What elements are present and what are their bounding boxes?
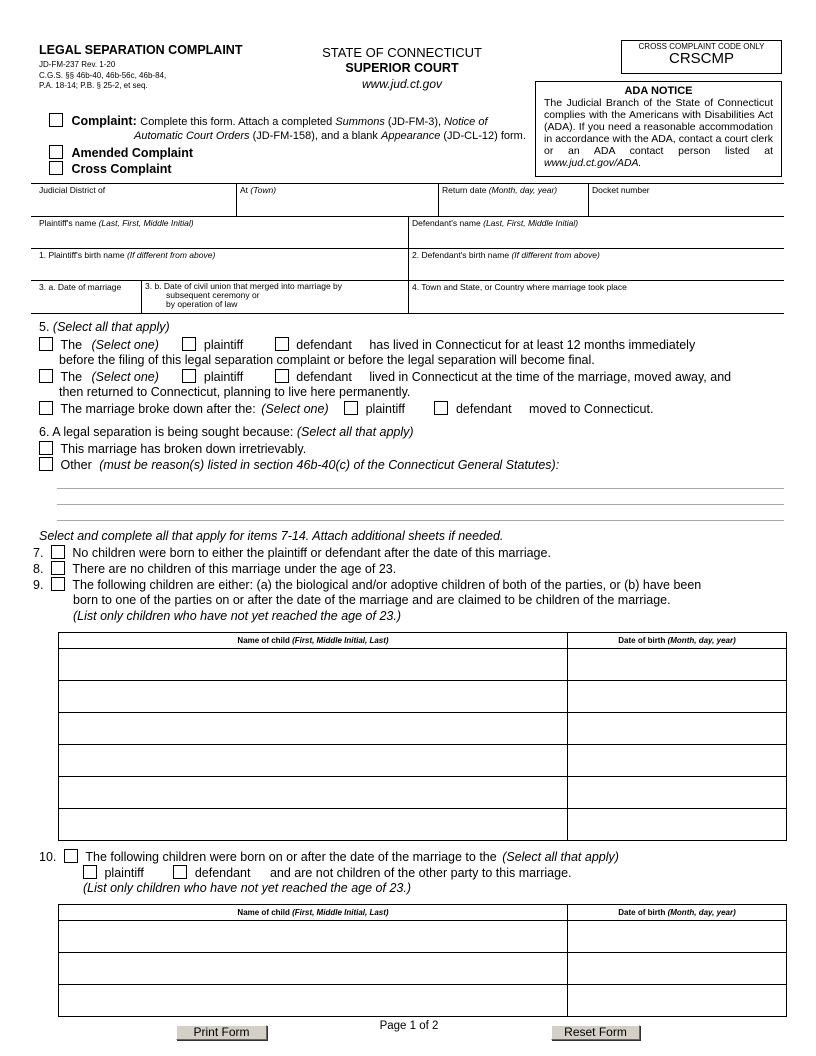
state-name: STATE OF CONNECTICUT [322, 45, 482, 60]
print-form-button[interactable]: Print Form [176, 1025, 267, 1040]
s5a-plaintiff-checkbox[interactable] [182, 337, 196, 351]
table-row [59, 713, 787, 745]
items-instructions: Select and complete all that apply for items 7-14. Attach additional sheets if needed. [39, 529, 504, 543]
return-date-field[interactable]: Return date (Month, day, year) [442, 185, 558, 195]
s6-other-line-2[interactable] [57, 504, 784, 505]
s9-line2: born to one of the parties on or after the date of the marriage and are claimed to be children of the marriage. [73, 593, 671, 607]
ada-link[interactable]: www.jud.ct.gov/ADA. [544, 157, 642, 169]
cross-code-label: CROSS COMPLAINT CODE ONLY [638, 42, 765, 51]
child-dob-cell[interactable] [568, 953, 787, 985]
s10-checkbox[interactable] [64, 849, 78, 863]
grid-v1 [236, 183, 237, 216]
s5c-checkbox[interactable] [39, 401, 53, 415]
complaint-instructions: Complete this form. Attach a completed Summons (JD-FM-3), Notice of [140, 116, 488, 128]
child-name-cell[interactable] [59, 777, 568, 809]
s8-row: 8. There are no children of this marriage under the age of 23. [33, 562, 397, 576]
children-table-1 [58, 632, 787, 841]
s5c-defendant-checkbox[interactable] [434, 401, 448, 415]
cross-code-value: CRSCMP [668, 50, 734, 67]
child-dob-cell[interactable] [568, 745, 787, 777]
child-name-cell[interactable] [59, 649, 568, 681]
cross-checkbox[interactable] [49, 161, 63, 175]
s10-row: 10. The following children were born on or after the date of the marriage to the (Select all that apply) [39, 850, 619, 864]
table-row [59, 953, 787, 985]
table-row [59, 777, 787, 809]
grid-v5 [141, 280, 142, 313]
ada-body: The Judicial Branch of the State of Connecticut complies with the Americans with Disabilities Act (ADA). If you need a reasonable accommodation in accordance with the ADA, contact a court clerk or an ADA contact person listed at www.jud.ct.gov/ADA. [544, 97, 773, 169]
table-row [59, 649, 787, 681]
civil-union-date-field[interactable]: 3. b. Date of civil union that merged into marriage by subsequent ceremony or by operation of law [145, 281, 343, 309]
town-field[interactable]: At (Town) [240, 185, 277, 195]
s5-option-a-line2: before the filing of this legal separation complaint or before the legal separation will become final. [59, 353, 595, 367]
s5-option-c: The marriage broke down after the: (Select one) plaintiff defendant moved to Connecticut. [39, 401, 653, 416]
defendant-name-field[interactable]: Defendant's name (Last, First, Middle Initial) [412, 218, 579, 228]
page-number: Page 1 of 2 [379, 1020, 439, 1032]
amended-checkbox[interactable] [49, 145, 63, 159]
complaint-label: Complaint: [71, 114, 137, 128]
grid-top-line [31, 183, 784, 184]
s5a-defendant-checkbox[interactable] [275, 337, 289, 351]
amended-row [49, 145, 193, 160]
statutes-line1: C.G.S. §§ 46b-40, 46b-56c, 46b-84, [39, 71, 167, 80]
s5b-checkbox[interactable] [39, 369, 53, 383]
child-name-cell[interactable] [59, 809, 568, 841]
s5a-checkbox[interactable] [39, 337, 53, 351]
docket-number-field[interactable]: Docket number [592, 185, 650, 195]
s6-other-line-3[interactable] [57, 520, 784, 521]
s5-option-a: The (Select one) plaintiff defendant has lived in Connecticut for at least 12 months immediately [39, 337, 695, 352]
date-of-marriage-field[interactable]: 3. a. Date of marriage [39, 282, 122, 292]
ada-notice [535, 81, 782, 177]
s10-defendant-checkbox[interactable] [173, 865, 187, 879]
s6-title: 6. A legal separation is being sought because: (Select all that apply) [39, 425, 414, 439]
s6-option-2: Other (must be reason(s) listed in section 46b-40(c) of the Connecticut General Statutes): [39, 457, 559, 472]
website: www.jud.ct.gov [361, 77, 443, 91]
table-row [59, 809, 787, 841]
s7-row: 7. No children were born to either the plaintiff or defendant after the date of this marriage. [33, 546, 551, 560]
s9-line3: (List only children who have not yet reached the age of 23.) [73, 609, 401, 623]
defendant-birth-name-field[interactable]: 2. Defendant's birth name (If different from above) [412, 250, 600, 260]
s9-row: 9. The following children are either: (a) the biological and/or adoptive children of both of the parties, or (b) have been [33, 578, 702, 592]
court-name: SUPERIOR COURT [345, 61, 459, 75]
grid-v3 [588, 183, 589, 216]
grid-v4 [408, 216, 409, 313]
child-name-cell[interactable] [59, 681, 568, 713]
s6-other-line-1[interactable] [57, 488, 784, 489]
children-table-2 [58, 904, 787, 1017]
s6-other-checkbox[interactable] [39, 457, 53, 471]
child-dob-cell[interactable] [568, 985, 787, 1017]
form-id: JD-FM-237 Rev. 1-20 [39, 60, 116, 69]
plaintiff-birth-name-field[interactable]: 1. Plaintiff's birth name (If different from above) [39, 250, 216, 260]
table-row [59, 985, 787, 1017]
child-name-cell[interactable] [59, 953, 568, 985]
dob-col-header: Date of birth (Month, day, year) [568, 905, 787, 921]
ada-title: ADA NOTICE [624, 85, 693, 97]
table-row [59, 921, 787, 953]
cross-label: Cross Complaint [71, 162, 172, 176]
s6-irretrievable-checkbox[interactable] [39, 441, 53, 455]
s6-option-1: This marriage has broken down irretrievably. [39, 441, 306, 456]
child-dob-cell[interactable] [568, 777, 787, 809]
form-title: LEGAL SEPARATION COMPLAINT [39, 43, 243, 57]
s9-checkbox[interactable] [51, 577, 65, 591]
place-of-marriage-field[interactable]: 4. Town and State, or Country where marriage took place [412, 282, 627, 292]
table-row [59, 681, 787, 713]
reset-form-button[interactable]: Reset Form [551, 1025, 640, 1040]
s5b-defendant-checkbox[interactable] [275, 369, 289, 383]
complaint-checkbox[interactable] [49, 113, 63, 127]
child-dob-cell[interactable] [568, 681, 787, 713]
grid-v2 [438, 183, 439, 216]
s5c-plaintiff-checkbox[interactable] [344, 401, 358, 415]
dob-col-header: Date of birth (Month, day, year) [568, 633, 787, 649]
child-dob-cell[interactable] [568, 713, 787, 745]
s7-checkbox[interactable] [51, 545, 65, 559]
cross-row [49, 161, 172, 176]
name-col-header: Name of child (First, Middle Initial, Last) [59, 633, 568, 649]
s10-plaintiff-checkbox[interactable] [83, 865, 97, 879]
child-dob-cell[interactable] [568, 649, 787, 681]
s8-checkbox[interactable] [51, 561, 65, 575]
name-col-header: Name of child (First, Middle Initial, Last) [59, 905, 568, 921]
s5-title: 5. (Select all that apply) [39, 320, 170, 334]
cross-code-box [621, 40, 782, 74]
statutes-line2: P.A. 18-14; P.B. § 25-2, et seq. [39, 81, 148, 90]
grid-bottom-line [31, 313, 784, 314]
complaint-instructions-line2: Automatic Court Orders (JD-FM-158), and a blank Appearance (JD-CL-12) form. [134, 130, 526, 142]
judicial-district-field[interactable]: Judicial District of [39, 185, 106, 195]
child-name-cell[interactable] [59, 745, 568, 777]
s5b-plaintiff-checkbox[interactable] [182, 369, 196, 383]
child-dob-cell[interactable] [568, 921, 787, 953]
s10-line3: (List only children who have not yet reached the age of 23.) [83, 881, 411, 895]
child-dob-cell[interactable] [568, 809, 787, 841]
table-row [59, 745, 787, 777]
s5-option-b-line2: then returned to Connecticut, planning to live here permanently. [59, 385, 411, 399]
child-name-cell[interactable] [59, 713, 568, 745]
complaint-row [49, 113, 488, 128]
s5-option-b: The (Select one) plaintiff defendant lived in Connecticut at the time of the marriage, moved away, and [39, 369, 731, 384]
s10-line2: plaintiff defendant and are not children of the other party to this marriage. [83, 865, 572, 880]
plaintiff-name-field[interactable]: Plaintiff's name (Last, First, Middle Initial) [39, 218, 194, 228]
child-name-cell[interactable] [59, 985, 568, 1017]
child-name-cell[interactable] [59, 921, 568, 953]
amended-label: Amended Complaint [71, 146, 194, 160]
